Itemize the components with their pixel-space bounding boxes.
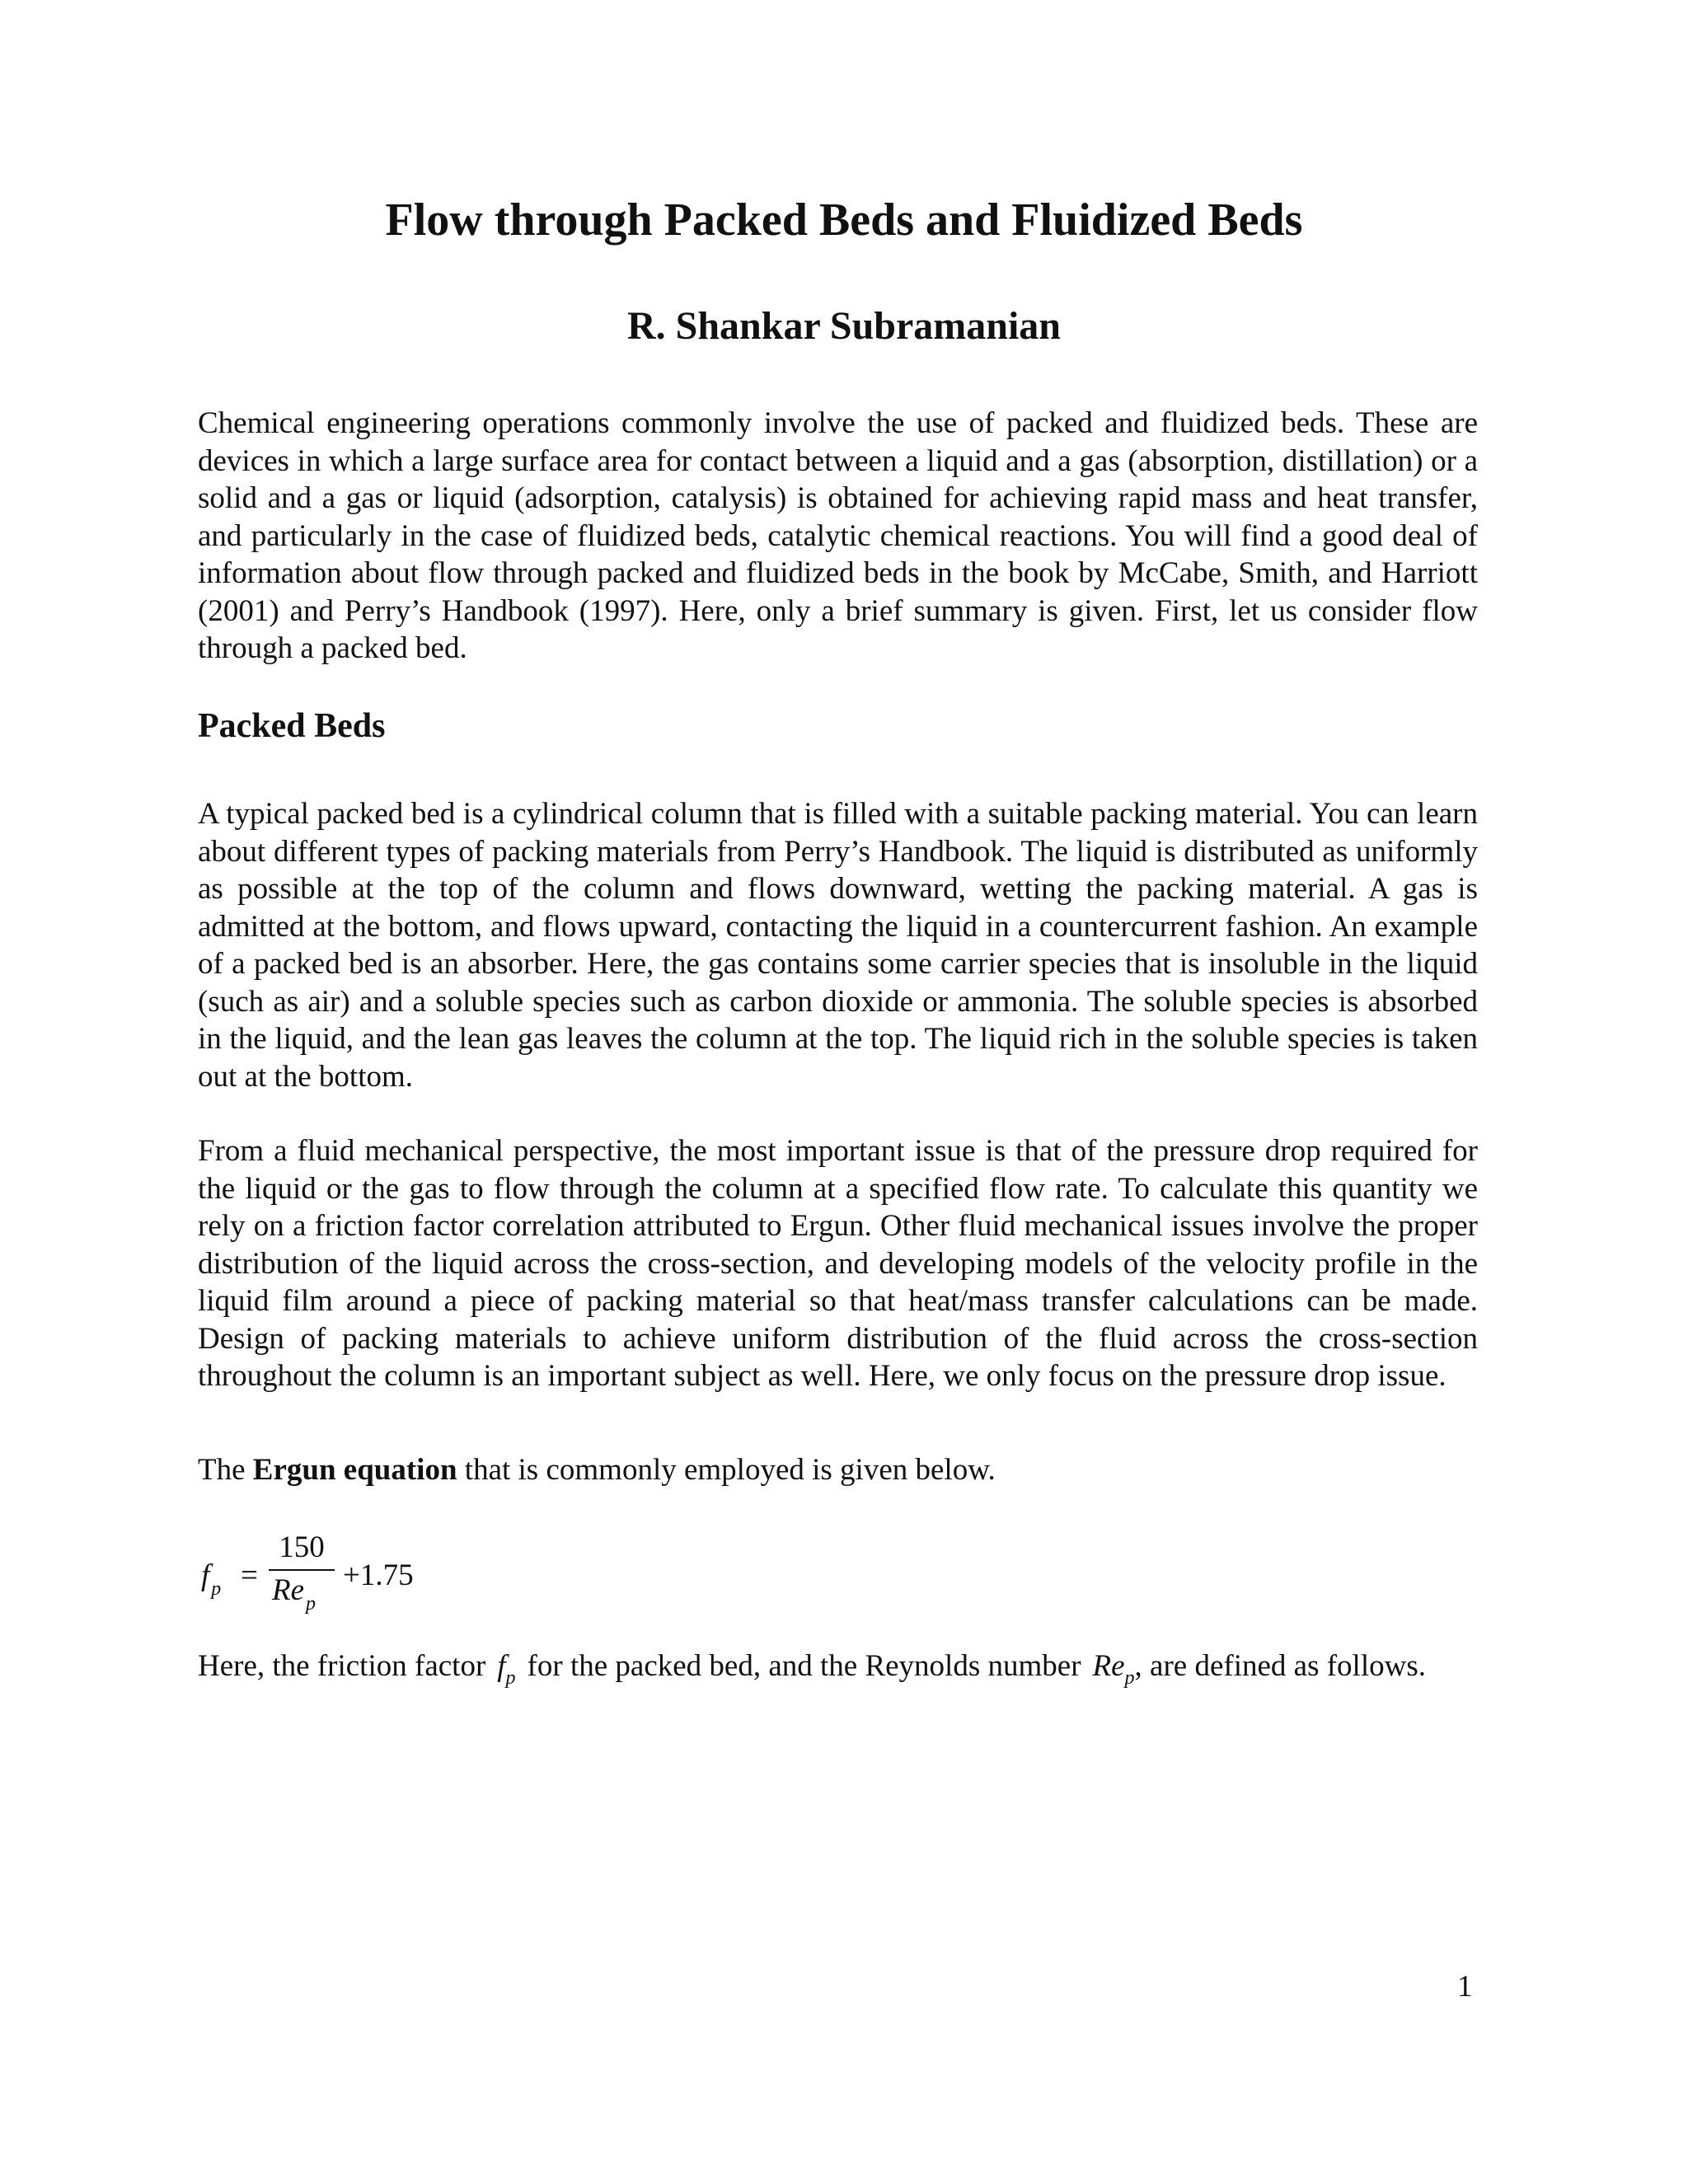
equation-denominator (272, 1572, 316, 1615)
page-title: Flow through Packed Beds and Fluidized Beds (385, 194, 1303, 246)
equation-lhs (201, 1558, 222, 1600)
section-heading-packed-beds: Packed Beds (198, 707, 386, 745)
definition-text-1: Here, the friction factor (198, 1649, 486, 1683)
ergun-intro-paragraph (198, 1451, 1478, 1489)
equation-numerator: 150 (279, 1530, 325, 1564)
friction-factor-symbol (497, 1643, 515, 1693)
equation-lhs-subscript: p (211, 1578, 222, 1600)
ergun-equation (201, 1530, 448, 1624)
equation-plus-term: +1.75 (343, 1558, 414, 1592)
page-number: 1 (1457, 1970, 1473, 2004)
definition-paragraph (198, 1643, 1478, 1693)
reynolds-number-symbol (1093, 1643, 1135, 1693)
reynolds-number-letters: Re (1092, 1649, 1125, 1683)
ergun-intro-before: The (198, 1453, 253, 1487)
equation-denominator-symbol: Re (272, 1573, 305, 1607)
equation-equals-sign: = (241, 1558, 258, 1592)
reynolds-number-subscript: p (1124, 1667, 1135, 1689)
equation-denominator-subscript: p (306, 1593, 316, 1615)
author-name: R. Shankar Subramanian (627, 304, 1061, 348)
definition-text-2: for the packed bed, and the Reynolds number (527, 1649, 1081, 1683)
packed-beds-paragraph: A typical packed bed is a cylindrical column that is filled with a suitable packing material. You can learn about different types of packing materials from Perry’s Handbook. The liquid is distributed as uniformly as possible at the top of the column and flows downward, wetting the packing material. A gas is admitted at the bottom, and flows upward, contacting the liquid in a countercurrent fashion. An example of a packed bed is an absorber. Here, the gas contains some carrier species that is insoluble in the liquid (such as air) and a soluble species such as carbon dioxide or ammonia. The soluble species is absorbed in the liquid, and the lean gas leaves the column at the top. The liquid rich in the soluble species is taken out at the bottom. (198, 797, 1478, 1094)
equation-fraction-bar (269, 1569, 335, 1571)
equation-lhs-symbol: f (201, 1558, 210, 1592)
definition-text-3: , are defined as follows. (1134, 1649, 1426, 1683)
ergun-equation-term: Ergun equation (252, 1453, 457, 1487)
pressure-drop-paragraph: From a fluid mechanical perspective, the most important issue is that of the pressure drop required for the liquid or the gas to flow through the column at a specified flow rate. To calculate this quantity we rely on a friction factor correlation attributed to Ergun. Other fluid mechanical issues involve the proper distribution of the liquid across the cross-section, and developing models of the velocity profile in the liquid film around a piece of packing material so that heat/mass transfer calculations can be made. Design of packing materials to achieve uniform distribution of the fluid across the cross-section throughout the column is an important subject as well. Here, we only focus on the pressure drop issue. (198, 1134, 1478, 1393)
friction-factor-subscript: p (505, 1667, 516, 1689)
intro-paragraph: Chemical engineering operations commonly involve the use of packed and fluidized beds. These are devices in which a large surface area for contact between a liquid and a gas (absorption, distillation) or a solid and a gas or liquid (adsorption, catalysis) is obtained for achieving rapid mass and heat transfer, and particularly in the case of fluidized beds, catalytic chemical reactions. You will find a good deal of information about flow through packed and fluidized beds in the book by McCabe, Smith, and Harriott (2001) and Perry’s Handbook (1997). Here, only a brief summary is given. First, let us consider flow through a packed bed. (198, 406, 1478, 665)
friction-factor-letter: f (497, 1649, 506, 1683)
ergun-intro-after: that is commonly employed is given below. (457, 1453, 996, 1487)
